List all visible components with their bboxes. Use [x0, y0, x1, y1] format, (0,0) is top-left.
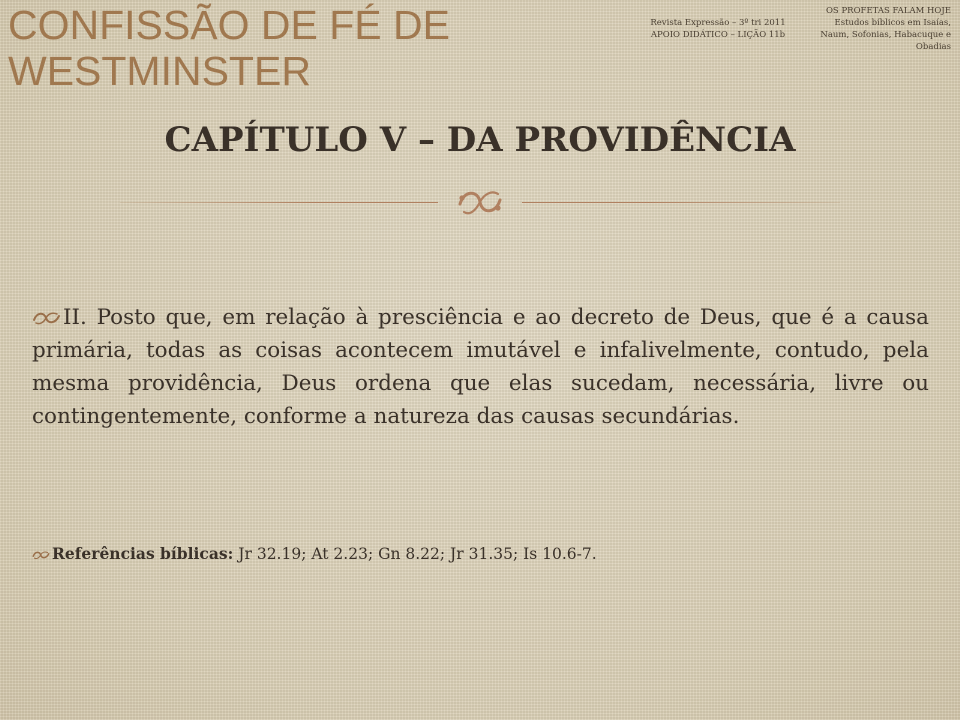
divider-line-left: [120, 202, 438, 203]
title-divider: [120, 186, 840, 218]
flourish-bullet-icon: [32, 549, 50, 559]
references-text: Jr 32.19; At 2.23; Gn 8.22; Jr 31.35; Is 10.6-7.: [238, 545, 597, 563]
slide-title: CONFISSÃO DE FÉ DE WESTMINSTER: [8, 2, 450, 94]
header-series-info: OS PROFETAS FALAM HOJE Estudos bíblicos em Isaías, Naum, Sofonias, Habacuque e Obadias: [820, 6, 951, 52]
divider-line-right: [522, 202, 840, 203]
references-label: Referências bíblicas:: [52, 544, 234, 563]
main-paragraph: [32, 301, 929, 433]
references-line: [32, 543, 929, 565]
paragraph-text: II. Posto que, em relação à presciência e ao decreto de Deus, que é a causa primária, todas as coisas acontecem imutável e infalivelmente, contudo, pela mesma providência, Deus ordena que elas sucedam, necessária, livre ou contingentemente, conforme a natureza das causas secundárias.: [32, 305, 929, 429]
chapter-title: CAPÍTULO V – DA PROVIDÊNCIA: [164, 120, 796, 160]
header-lesson-info: Revista Expressão – 3º tri 2011 APOIO DIDÁTICO – LIÇÃO 11b: [650, 18, 786, 40]
flourish-ornament-icon: [454, 186, 506, 218]
flourish-bullet-icon: [32, 310, 61, 324]
